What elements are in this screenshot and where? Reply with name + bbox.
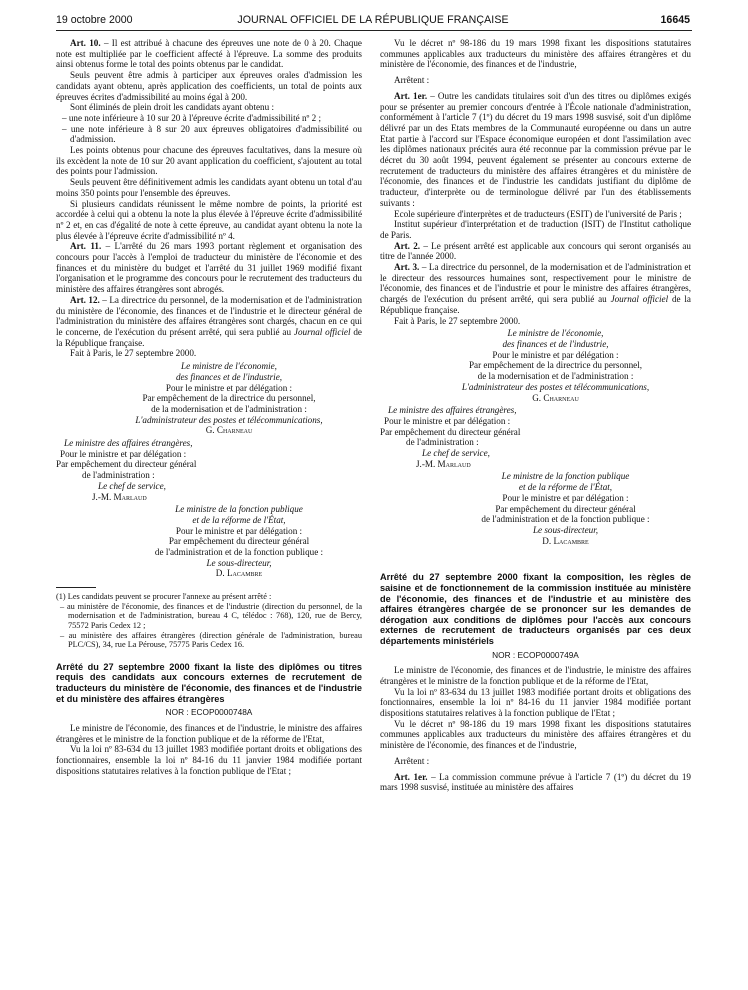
arretent-heading: Arrêtent : bbox=[394, 755, 430, 766]
done-at: Fait à Paris, le 27 septembre 2000. bbox=[394, 315, 521, 326]
paragraph: Sont éliminés de plein droit les candidats ayant obtenu : bbox=[70, 102, 275, 113]
signature-economy: Le ministre de l'économie, des finances et de l'industrie, Pour le ministre et par délégation : Par empêchement de la directrice du personnel, de la modernisation et de l'administration : L'administrateur des postes et télécommunications, G. Charneau bbox=[461, 328, 650, 403]
paragraph: Vu le décret nº 98-186 du 19 mars 1998 fixant les dispositions statutaires communes applicables aux traducteurs du ministère des affaires étrangères et du ministère de l'économie, des finances et de l'industrie, bbox=[380, 38, 691, 70]
article-1: Art. 1er. – Outre les candidats titulaires soit d'un des titres ou diplômes exigés pour se présenter au premier concours d'entrée à l'École nationale d'administration, conformément à l'article 7 (1º) du décret du 19 mars 1998 susvisé, soit d'un diplôme délivré par un des Etats membres de la Communauté européenne ou dans un autre Etat partie à l'accord sur l'Espace économique européen et dont l'assimilation avec les diplômes nationaux précités aura été reconnue par la commission prévue par le décret du 30 août 1994, peuvent également se présenter au concours externe de recrutement de traducteurs du ministère des affaires étrangères et du ministère de l'économie, des finances et de l'industrie les candidats justifiant du diplôme de traducteur, d'interprète ou de terminologue délivré par l'un des établissements suivants : bbox=[380, 90, 691, 208]
paragraph: Seuls peuvent être admis à participer aux épreuves orales d'admission les candidats ayant obtenu, après application des coefficients, un total de points aux épreuves écrites d'admissibilité au moins égal à 200. bbox=[56, 70, 362, 102]
left-column bbox=[56, 38, 362, 776]
signature-public-service: Le ministre de la fonction publique et de la réforme de l'État, Pour le ministre et par délégation : Par empêchement du directeur général de l'administration et de la fonction publique : Le sous-directeur, D. Lacambre bbox=[154, 504, 324, 579]
signature-foreign-affairs: Le ministre des affaires étrangères, Pour le ministre et par délégation : Par empêchement du directeur général de l'administration : Le chef de service, J.-M. Marlaud bbox=[380, 405, 521, 469]
header-journal-title: JOURNAL OFFICIEL DE LA RÉPUBLIQUE FRANÇAISE bbox=[237, 14, 509, 26]
paragraph: Seuls peuvent être définitivement admis les candidats ayant obtenu un total d'au moins 350 points pour l'ensemble des épreuves. bbox=[56, 177, 362, 198]
paragraph: Le ministre de l'économie, des finances et de l'industrie, le ministre des affaires étrangères et le ministre de la fonction publique et de la réforme de l'Etat, bbox=[380, 665, 691, 686]
signature-public-service: Le ministre de la fonction publique et de la réforme de l'État, Pour le ministre et par délégation : Par empêchement du directeur général de l'administration et de la fonction publique : Le sous-directeur, D. Lacambre bbox=[481, 471, 650, 546]
list-item: – une note inférieure à 10 sur 20 à l'épreuve écrite d'admissibilité nº 2 ; bbox=[62, 112, 321, 123]
signature-foreign-affairs: Le ministre des affaires étrangères, Pour le ministre et par délégation : Par empêchement du directeur général de l'administration : Le chef de service, J.-M. Marlaud bbox=[56, 438, 197, 502]
paragraph: Vu la loi nº 83-634 du 13 juillet 1983 modifiée portant droits et obligations des fonctionnaires, ensemble la loi nº 84-16 du 11 janvier 1984 modifiée portant dispositions statutaires relatives à la fonction publique de l'Etat ; bbox=[56, 744, 362, 776]
footnote: (1) Les candidats peuvent se procurer l'annexe au présent arrêté : bbox=[56, 592, 272, 602]
article-12: Art. 12. – La directrice du personnel, de la modernisation et de l'administration du ministère de l'économie, des finances et de l'industrie et le directeur général de l'administration du ministère des affaires étrangères sont chargés, chacun en ce qui le concerne, de l'exécution du présent arrêté, qui sera publié au Journal officiel de la République française. bbox=[56, 294, 362, 348]
signature-economy: Le ministre de l'économie, des finances et de l'industrie, Pour le ministre et par délégation : Par empêchement de la directrice du personnel, de la modernisation et de l'administration : L'administrateur des postes et télécommunications, G. Charneau bbox=[135, 361, 323, 436]
article-11: Art. 11. – L'arrêté du 26 mars 1993 portant règlement et organisation des concours pour l'accès à l'emploi de traducteur du ministère de l'économie et des finances et du ministère du budget et l'arrêté du 31 juillet 1969 modifié fixant l'organisation et le programme des concours pour le recrutement des traducteurs du ministère des affaires étrangères sont abrogés. bbox=[56, 241, 362, 295]
nor-reference: NOR : ECOP0000748A bbox=[165, 707, 253, 718]
right-column bbox=[380, 38, 691, 793]
footnote-item: – au ministère des affaires étrangères (direction générale de l'administration, bureau PLC/CS), 34, rue La Pérouse, 75775 Paris Cedex 16. bbox=[60, 630, 362, 650]
paragraph: Vu le décret nº 98-186 du 19 mars 1998 fixant les dispositions statutaires communes applicables aux traducteurs du ministère des affaires étrangères et du ministère de l'économie, des finances et de l'industrie, bbox=[380, 718, 691, 751]
decree-title: Arrêté du 27 septembre 2000 fixant la composition, les règles de saisine et de fonctionnement de la commission instituée au ministère de l'économie, des finances et de l'industrie et au ministère des affaires étrangères chargée de se prononcer sur les demandes de dérogation aux conditions de diplômes pour l'accès aux concours externes de recrutement de traducteurs organisés par ces deux départements ministériels bbox=[380, 572, 691, 646]
header-rule bbox=[56, 30, 692, 31]
paragraph: Le ministre de l'économie, des finances et de l'industrie, le ministre des affaires étrangères et le ministre de la fonction publique et de la réforme de l'Etat, bbox=[56, 722, 362, 744]
decree-title: Arrêté du 27 septembre 2000 fixant la liste des diplômes ou titres requis des candidats aux concours externes de recrutement de traducteurs du ministère de l'économie, des finances et de l'industrie et du ministère des affaires étrangères bbox=[56, 661, 362, 704]
article-1: Art. 1er. – La commission commune prévue à l'article 7 (1º) du décret du 19 mars 1998 susvisé, instituée au ministère des affaires bbox=[380, 771, 691, 793]
footnote-item: – au ministère de l'économie, des finances et de l'industrie (direction du personnel, de la modernisation et de l'administration, bureau 4 C, télédoc : 768), 120, rue de Bercy, 75572 Paris Cedex 12 ; bbox=[60, 601, 362, 630]
done-at: Fait à Paris, le 27 septembre 2000. bbox=[70, 348, 197, 359]
arretent-heading: Arrêtent : bbox=[394, 75, 430, 86]
paragraph: Institut supérieur d'interprétation et de traduction (ISIT) de l'Institut catholique de Paris. bbox=[380, 219, 691, 240]
nor-reference: NOR : ECOP0000749A bbox=[492, 649, 579, 660]
paragraph: Ecole supérieure d'interprètes et de traducteurs (ESIT) de l'université de Paris ; bbox=[394, 208, 682, 219]
article-10: Art. 10. – Il est attribué à chacune des épreuves une note de 0 à 20. Chaque note est multipliée par le coefficient affecté à l'épreuve. La somme des produits ainsi obtenus forme le total des points obtenus par le candidat. bbox=[56, 38, 362, 70]
paragraph: Vu la loi nº 83-634 du 13 juillet 1983 modifiée portant droits et obligations des fonctionnaires, ensemble la loi nº 84-16 du 11 janvier 1984 modifiée portant dispositions statutaires relatives à la fonction publique de l'Etat ; bbox=[380, 686, 691, 719]
footnote-separator bbox=[56, 587, 96, 588]
page-header bbox=[56, 14, 690, 30]
paragraph: Si plusieurs candidats réunissent le même nombre de points, la priorité est accordée à celui qui a obtenu la note la plus élevée à l'épreuve écrite d'admissibilité nº 2 et, en cas d'égalité de note à cette épreuve, au candidat ayant obtenu la note la plus élevée à l'épreuve écrite d'admissibilité nº 4. bbox=[56, 198, 362, 241]
list-item: – une note inférieure à 8 sur 20 aux épreuves obligatoires d'admissibilité ou d'admission. bbox=[62, 123, 362, 145]
paragraph: Les points obtenus pour chacune des épreuves facultatives, dans la mesure où ils excèdent la note de 10 sur 20 avant application du coefficient, s'ajoutent au total des points pour l'admission. bbox=[56, 145, 362, 177]
header-page-number: 16645 bbox=[660, 14, 690, 26]
header-date: 19 octobre 2000 bbox=[56, 14, 133, 26]
article-3: Art. 3. – La directrice du personnel, de la modernisation et de l'administration et le directeur des ressources humaines sont, respectivement pour le ministre de l'économie, des finances et de l'industrie et pour le ministre des affaires étrangères, chargés de l'exécution du présent arrêté, qui sera publié au Journal officiel de la République française. bbox=[380, 262, 691, 315]
article-2: Art. 2. – Le présent arrêté est applicable aux concours qui seront organisés au titre de l'année 2000. bbox=[380, 240, 691, 262]
